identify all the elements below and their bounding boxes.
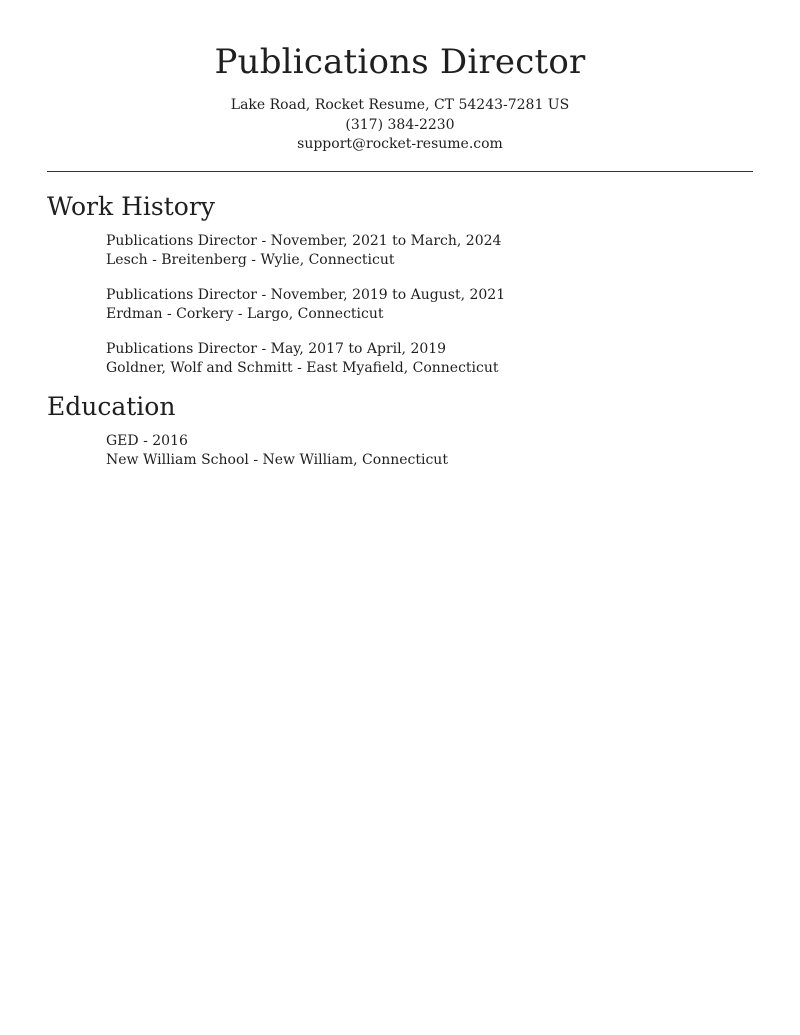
work-entry	[106, 232, 753, 270]
education-heading: Education	[47, 391, 176, 421]
education-entry-school: New William School - New William, Connecticut	[106, 451, 448, 468]
work-history-heading: Work History	[47, 191, 215, 221]
email-line: support@rocket-resume.com	[297, 136, 503, 152]
work-entry-employer: Erdman - Corkery - Largo, Connecticut	[106, 305, 384, 322]
work-entry-employer: Lesch - Breitenberg - Wylie, Connecticut	[106, 251, 395, 268]
work-history-list	[47, 232, 753, 378]
candidate-title: Publications Director	[214, 42, 586, 82]
education-entry	[106, 432, 753, 470]
work-history-section	[47, 191, 753, 378]
work-entry	[106, 286, 753, 324]
phone-line: (317) 384-2230	[345, 116, 455, 133]
education-list	[47, 432, 753, 470]
work-entry-role: Publications Director - May, 2017 to April, 2019	[106, 340, 447, 357]
education-entry-degree: GED - 2016	[106, 432, 188, 449]
resume-header	[47, 0, 753, 155]
work-entry	[106, 340, 753, 378]
work-entry-role: Publications Director - November, 2019 to August, 2021	[106, 286, 506, 303]
work-entry-role: Publications Director - November, 2021 to March, 2024	[106, 232, 502, 249]
work-entry-employer: Goldner, Wolf and Schmitt - East Myafield, Connecticut	[106, 359, 499, 376]
education-section	[47, 391, 753, 470]
address-line: Lake Road, Rocket Resume, CT 54243-7281 US	[230, 97, 570, 113]
header-divider	[47, 171, 753, 172]
contact-block	[47, 96, 753, 155]
